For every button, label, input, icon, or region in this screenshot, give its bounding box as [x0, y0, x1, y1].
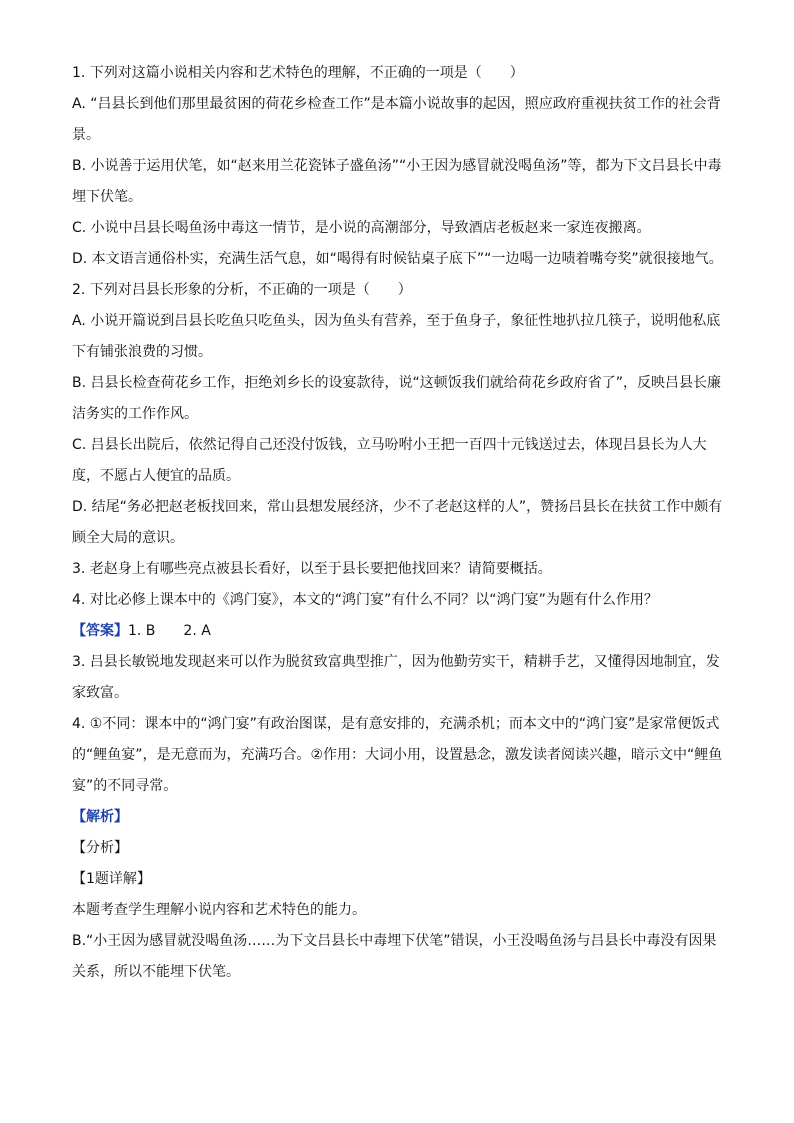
analysis-text-2: B.“小王因为感冒就没喝鱼汤……为下文吕县长中毒埋下伏笔”错误，小王没喝鱼汤与吕县长中毒没有因果关系，所以不能埋下伏笔。	[72, 933, 717, 980]
answer-mc-2: 2. A	[183, 623, 211, 639]
question-2-option-d: D. 结尾“务必把赵老板找回来，常山县想发展经济，少不了老赵这样的人”，赞扬吕县长在扶贫工作中颇有顾全大局的意识。	[72, 499, 723, 546]
question-1-option-b: B. 小说善于运用伏笔，如“赵来用兰花瓷钵子盛鱼汤”“小王因为感冒就没喝鱼汤”等，都为下文吕县长中毒埋下伏笔。	[72, 158, 722, 205]
question-1-stem: 1. 下列对这篇小说相关内容和艺术特色的理解，不正确的一项是（ ）	[72, 65, 524, 81]
answer-line	[72, 616, 724, 647]
analysis-sub-tag: 【分析】	[72, 840, 128, 856]
answer-4: 4. ①不同：课本中的“鸿门宴”有政治图谋，是有意安排的，充满杀机；而本文中的“鸿门宴”是家常便饭式的“鲤鱼宴”，是无意而为，充满巧合。②作用：大词小用，设置悬念，激发读者阅读兴趣，暗示文中“鲤鱼宴”的不同寻常。	[72, 716, 723, 794]
question-2-option-a: A. 小说开篇说到吕县长吃鱼只吃鱼头，因为鱼头有营养，至于鱼身子，象征性地扒拉几筷子，说明他私底下有铺张浪费的习惯。	[72, 313, 721, 360]
analysis-line	[72, 802, 724, 833]
detail-line	[72, 864, 724, 895]
question-1-option-d: D. 本文语言通俗朴实，充满生活气息，如“喝得有时候钻桌子底下”“一边喝一边啧着嘴夸奖”就很接地气。	[72, 251, 723, 267]
question-3: 3. 老赵身上有哪些亮点被县长看好，以至于县长要把他找回来？请简要概括。	[72, 561, 552, 577]
answer-3: 3. 吕县长敏锐地发现赵来可以作为脱贫致富典型推广，因为他勤劳实干，精耕手艺，又懂得因地制宜，发家致富。	[72, 654, 720, 701]
document-page	[72, 58, 724, 988]
question-2-stem: 2. 下列对吕县长形象的分析，不正确的一项是（ ）	[72, 282, 412, 298]
answer-tag: 【答案】	[72, 623, 128, 639]
question-1-option-a: A. “吕县长到他们那里最贫困的荷花乡检查工作”是本篇小说故事的起因，照应政府重视扶贫工作的社会背景。	[72, 96, 721, 143]
analysis-text-1: 本题考查学生理解小说内容和艺术特色的能力。	[72, 902, 366, 918]
question-2-option-b: B. 吕县长检查荷花乡工作，拒绝刘乡长的设宴款待，说“这顿饭我们就给荷花乡政府省了”，反映吕县长廉洁务实的工作作风。	[72, 375, 722, 422]
question-1-option-c: C. 小说中吕县长喝鱼汤中毒这一情节，是小说的高潮部分，导致酒店老板赵来一家连夜搬离。	[72, 220, 651, 236]
analysis-tag: 【解析】	[72, 809, 128, 825]
answer-mc-1: 1. B	[128, 623, 156, 639]
detail-tag: 【1题详解】	[72, 871, 151, 887]
question-4: 4. 对比必修上课本中的《鸿门宴》，本文的“鸿门宴”有什么不同？以“鸿门宴”为题有什么作用？	[72, 592, 658, 608]
question-2-option-c: C. 吕县长出院后，依然记得自己还没付饭钱，立马吩咐小王把一百四十元钱送过去，体现吕县长为人大度，不愿占人便宜的品质。	[72, 437, 707, 484]
analysis-sub-line	[72, 833, 724, 864]
